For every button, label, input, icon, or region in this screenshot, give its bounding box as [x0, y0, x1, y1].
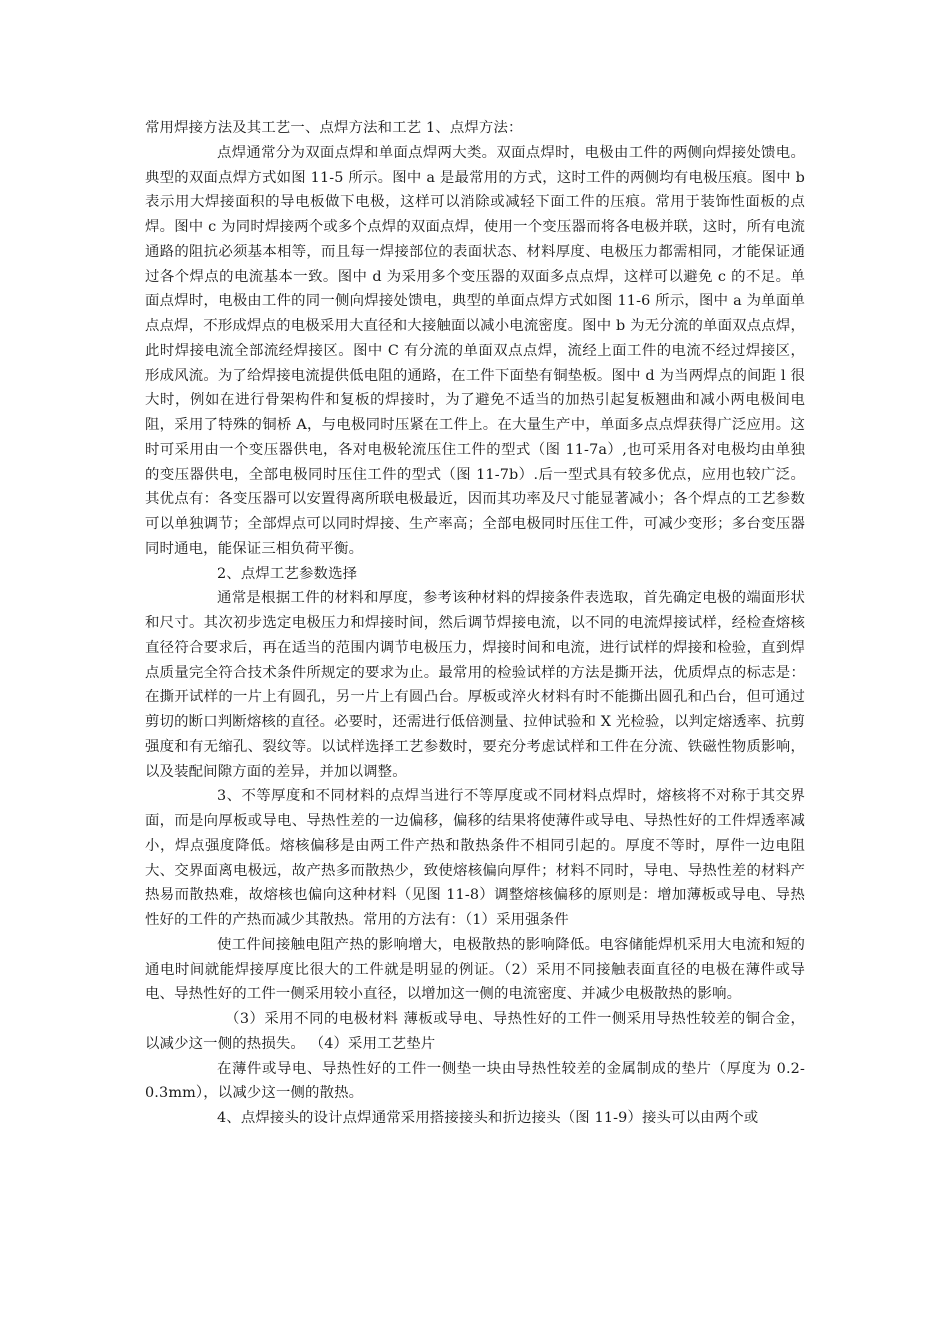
paragraph-joint-design: 4、点焊接头的设计点焊通常采用搭接接头和折边接头（图 11-9）接头可以由两个或	[217, 1110, 759, 1126]
document-body	[145, 116, 805, 1131]
paragraph-process-parameters: 通常是根据工件的材料和厚度，参考该种材料的焊接条件表选取，首先确定电极的端面形状和尺寸。其次初步选定电极压力和焊接时间，然后调节焊接电流，以不同的电流焊接试样，经检查熔核直径符合要求后，再在适当的范围内调节电极压力，焊接时间和电流，进行试样的焊接和检验，直到焊点质量完全符合技术条件所规定的要求为止。最常用的检验试样的方法是撕开法，优质焊点的标志是：在撕开试样的一片上有圆孔，另一片上有圆凸台。厚板或淬火材料有时不能撕出圆孔和凸台，但可通过剪切的断口判断熔核的直径。必要时，还需进行低倍测量、拉伸试验和 X 光检验，以判定熔透率、抗剪强度和有无缩孔、裂纹等。以试样选择工艺参数时，要充分考虑试样和工件在分流、铁磁性物质影响，以及装配间隙方面的差异，并加以调整。	[145, 590, 805, 780]
section-heading-process-parameters: 2、点焊工艺参数选择	[217, 565, 358, 582]
paragraph-contact-resistance: 使工件间接触电阻产热的影响增大，电极散热的影响降低。电容储能焊机采用大电流和短的通电时间就能焊接厚度比很大的工件就是明显的例证。（2）采用不同接触表面直径的电极在薄件或导电、导热性好的工件一侧采用较小直径，以增加这一侧的电流密度、并减少电极散热的影响。	[145, 936, 805, 1003]
heading-line: 常用焊接方法及其工艺一、点焊方法和工艺 1、点焊方法：	[145, 120, 523, 136]
paragraph-spot-welding-methods: 点焊通常分为双面点焊和单面点焊两大类。双面点焊时，电极由工件的两侧向焊接处馈电。典型的双面点焊方式如图 11-5 所示。图中 a 是最常用的方式，这时工件的两侧均有电极压痕。图中 b 表示用大焊接面积的导电板做下电极，这样可以消除或减轻下面工件的压痕。常用于装饰性面板的点焊。图中 c 为同时焊接两个或多个点焊的双面点焊，使用一个变压器而将各电极并联，这时，所有电流通路的阻抗必须基本相等，而且每一焊接部位的表面状态、材料厚度、电极压力都需相同，才能保证通过各个焊点的电流基本一致。图中 d 为采用多个变压器的双面多点点焊，这样可以避免 c 的不足。单面点焊时，电极由工件的同一侧向焊接处馈电，典型的单面点焊方式如图 11-6 所示，图中 a 为单面单点点焊，不形成焊点的电极采用大直径和大接触面以减小电流密度。图中 b 为无分流的单面双点点焊，此时焊接电流全部流经焊接区。图中 C 有分流的单面双点点焊，流经上面工件的电流不经过焊接区，形成风流。为了给焊接电流提供低电阻的通路，在工件下面垫有铜垫板。图中 d 为当两焊点的间距 l 很大时，例如在进行骨架构件和复板的焊接时，为了避免不适当的加热引起复板翘曲和减小两电极间电阻，采用了特殊的铜桥 A，与电极同时压紧在工件上。在大量生产中，单面多点点焊获得广泛应用。这时可采用由一个变压器供电，各对电极轮流压住工件的型式（图 11-7a）,也可采用各对电极均由单独的变压器供电，全部电极同时压住工件的型式（图 11-7b）.后一型式具有较多优点，应用也较广泛。其优点有：各变压器可以安置得离所联电极最近，因而其功率及尺寸能显著减小；各个焊点的工艺参数可以单独调节；全部焊点可以同时焊接、生产率高；全部电极同时压住工件，可减少变形；多台变压器同时通电，能保证三相负荷平衡。	[145, 144, 806, 557]
paragraph-shim: 在薄件或导电、导热性好的工件一侧垫一块由导热性较差的金属制成的垫片（厚度为 0.2-0.3mm），以减少这一侧的散热。	[145, 1060, 805, 1102]
paragraph-electrode-material: （3）采用不同的电极材料 薄板或导电、导热性好的工件一侧采用导热性较差的铜合金，以减少这一侧的热损失。 （4）采用工艺垫片	[145, 1011, 805, 1052]
paragraph-unequal-thickness: 3、不等厚度和不同材料的点焊当进行不等厚度或不同材料点焊时，熔核将不对称于其交界面，而是向厚板或导电、导热性差的一边偏移，偏移的结果将使薄件或导电、导热性好的工件焊透率减小，焊点强度降低。熔核偏移是由两工件产热和散热条件不相同引起的。厚度不等时，厚件一边电阻大、交界面离电极远，故产热多而散热少，致使熔核偏向厚件；材料不同时，导电、导热性差的材料产热易而散热难，故熔核也偏向这种材料（见图 11-8）调整熔核偏移的原则是：增加薄板或导电、导热性好的工件的产热而减少其散热。常用的方法有：（1）采用强条件	[145, 788, 805, 928]
